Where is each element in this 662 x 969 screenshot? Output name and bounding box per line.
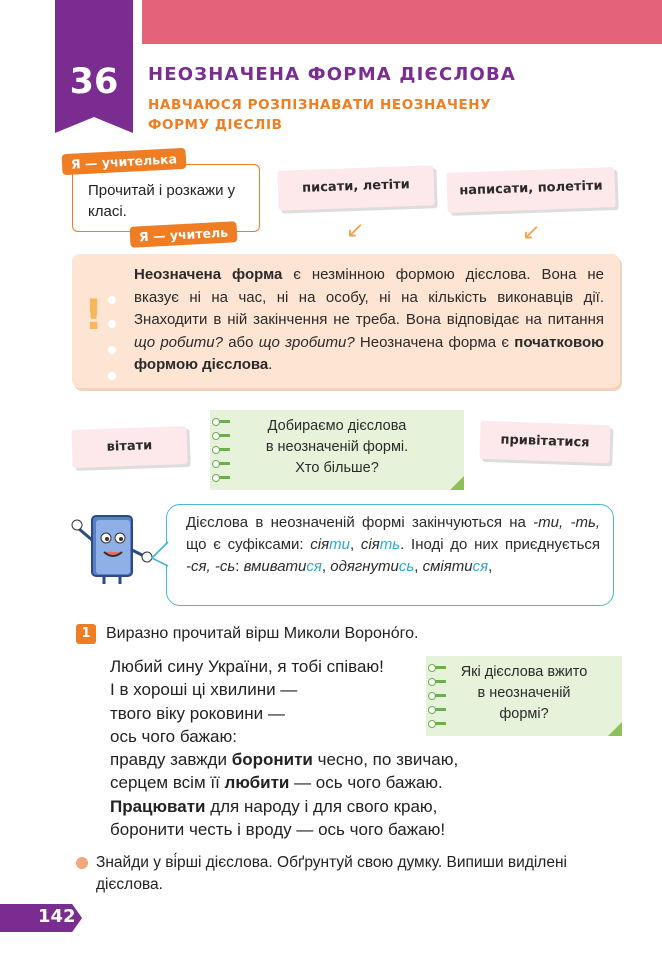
note-bullet bbox=[216, 476, 230, 479]
book-mascot-icon bbox=[70, 510, 154, 586]
note-line: формі? bbox=[499, 706, 549, 722]
rule-dot bbox=[108, 372, 116, 380]
word-card-infinitive-2: написати, полетіти bbox=[446, 167, 615, 213]
note-line: Хто більше? bbox=[295, 460, 379, 476]
task-number-badge: 1 bbox=[76, 624, 96, 644]
page-number: 142 bbox=[38, 906, 76, 927]
speech-bubble-tail bbox=[150, 540, 170, 570]
bubble-text: Дієслова в неозначеній формі закінчуються на -ти, -ть, що є суфіксами: сіяти, сіять. Іноді до них приєднується -ся, -сь: вмиватися, одягнутись, сміятися, bbox=[186, 514, 601, 575]
note-bullet bbox=[432, 680, 446, 683]
rule-dot bbox=[108, 320, 116, 328]
task-bullet-dot bbox=[76, 857, 88, 869]
curved-arrow-icon: ↙ bbox=[346, 218, 365, 243]
note-bullet bbox=[216, 462, 230, 465]
poem bbox=[110, 655, 458, 841]
note-line: в неозначеній bbox=[477, 685, 571, 701]
note-fold bbox=[608, 722, 622, 736]
note-bullet bbox=[216, 434, 230, 437]
poem-line: ось чого бажаю: bbox=[110, 726, 237, 746]
exclamation-icon: ! bbox=[84, 290, 104, 339]
word-card-pryvitatysia: привітатися bbox=[479, 421, 610, 464]
rule-dot bbox=[108, 296, 116, 304]
note-line: Які дієслова вжито bbox=[460, 664, 588, 680]
sticky-note-question bbox=[426, 656, 622, 736]
teacher-tip-text: Прочитай і розкажи у класі. bbox=[88, 182, 236, 220]
lesson-title: НЕОЗНАЧЕНА ФОРМА ДІЄСЛОВА bbox=[148, 64, 517, 85]
task-instruction: Виразно прочитай вірш Миколи Вороно́го. bbox=[106, 625, 419, 642]
note-bullet bbox=[432, 666, 446, 669]
top-color-bar bbox=[142, 0, 662, 44]
rule-text: Неозначена форма є незмінною формою дієслова. Вона не вказує ні на час, ні на особу, ні на кількість виконавців дії. Знаходити в ній закінчення не треба. Вона відповідає на питання що робити? або що зробити? Неозначена форма є початковою формою дієслова. bbox=[134, 266, 604, 373]
sticky-note-challenge bbox=[210, 410, 464, 490]
note-line: в неозначеній формі. bbox=[265, 439, 409, 455]
note-bullet bbox=[432, 722, 446, 725]
word-card-vitaty: вітати bbox=[71, 426, 187, 468]
lesson-subtitle: НАВЧАЮСЯ РОЗПІЗНАВАТИ НЕОЗНАЧЕНУ ФОРМУ ДІЄСЛІВ bbox=[148, 97, 492, 133]
poem-line: боронити честь і вроду — ось чого бажаю! bbox=[110, 820, 446, 840]
poem-line: серцем всім її любити — ось чого бажаю. bbox=[110, 773, 443, 793]
poem-line: Працювати для народу і для свого краю, bbox=[110, 796, 438, 816]
rule-dot bbox=[108, 346, 116, 354]
teacher-tag-female: Я — учителька bbox=[62, 148, 187, 175]
poem-line: І в хороші ці хвилини — bbox=[110, 680, 298, 700]
note-line: Добираємо дієслова bbox=[267, 418, 407, 434]
word-card-infinitive-1: писати, летіти bbox=[277, 165, 434, 210]
teacher-tag-male: Я — учитель bbox=[130, 221, 238, 248]
curved-arrow-icon: ↙ bbox=[522, 220, 541, 245]
poem-line: твого віку роковини — bbox=[110, 703, 285, 723]
note-bullet bbox=[432, 708, 446, 711]
note-bullet bbox=[432, 694, 446, 697]
poem-line: Любий сину України, я тобі співаю! bbox=[110, 657, 384, 676]
task-final-text: Знайди у ві́рші дієслова. Обґрунтуй свою думку. Випиши виділені дієслова. bbox=[96, 854, 567, 893]
note-fold bbox=[450, 476, 464, 490]
poem-line: правду завжди боронити чесно, по звичаю, bbox=[110, 750, 459, 770]
note-bullet bbox=[216, 448, 230, 451]
lesson-number: 36 bbox=[69, 62, 119, 102]
note-bullet bbox=[216, 420, 230, 423]
